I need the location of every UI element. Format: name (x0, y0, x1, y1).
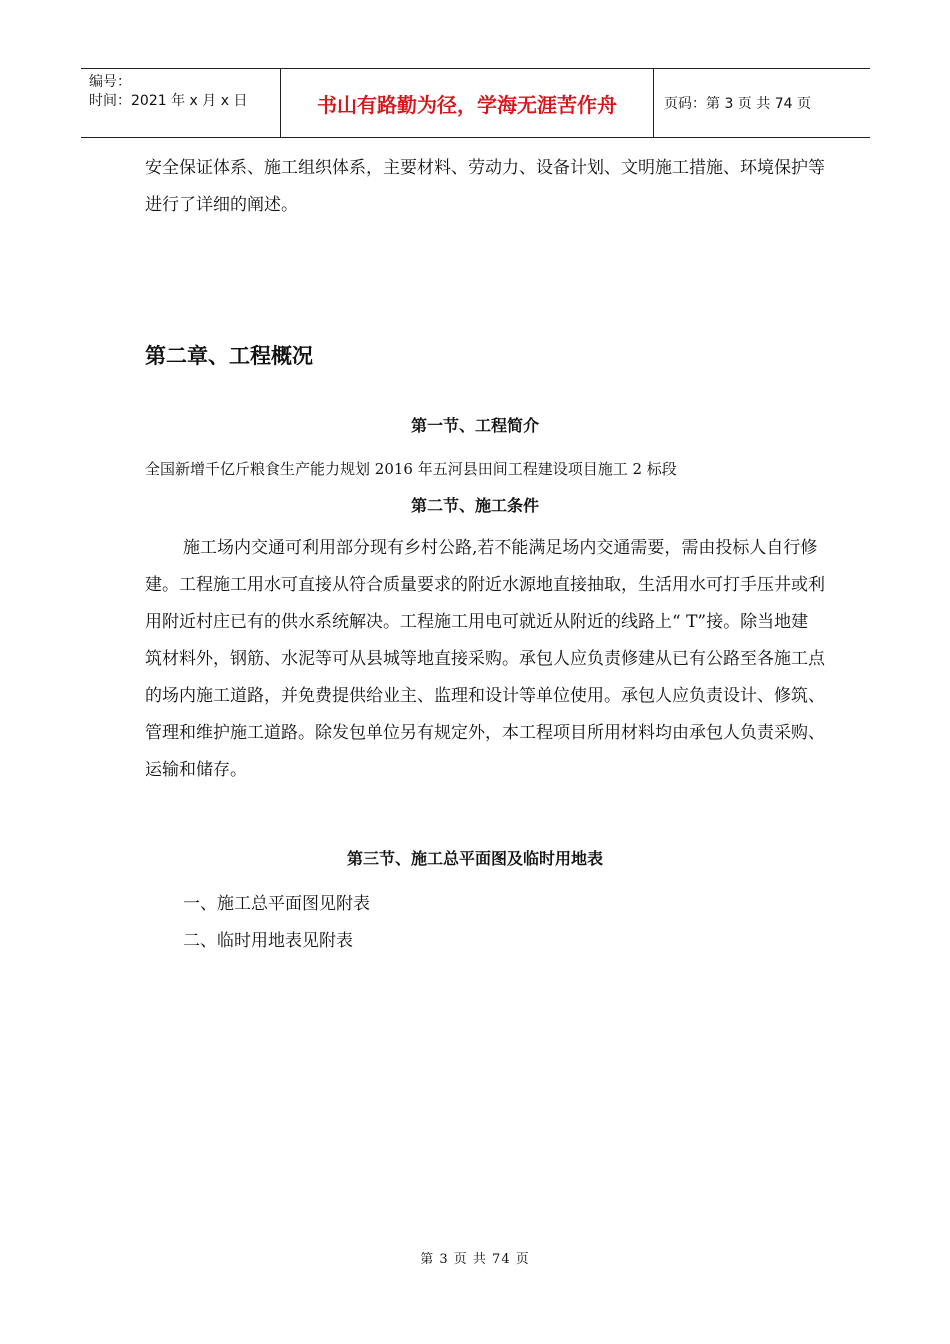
document-time-label: 时间：2021 年 x 月 x 日 (89, 93, 248, 109)
page-footer: 第 3 页 共 74 页 (420, 1252, 530, 1267)
section-1-title: 第一节、工程简介 (410, 416, 539, 435)
header-page-info: 页码：第 3 页 共 74 页 (664, 96, 811, 112)
section-3-item-1: 一、施工总平面图见附表 (183, 894, 370, 914)
section-2-title: 第二节、施工条件 (410, 496, 539, 515)
intro-paragraph: 安全保证体系、施工组织体系，主要材料、劳动力、设备计划、文明施工措施、环境保护等进行了详细的阐述。 (145, 158, 825, 215)
section-2-text: 施工场内交通可利用部分现有乡村公路,若不能满足场内交通需要，需由投标人自行修建。工程施工用水可直接从符合质量要求的附近水源地直接抽取，生活用水可打手压井或利用附近村庄已有的供水系统解决。工程施工用电可就近从附近的线路上“ T”接。除当地建筑材料外，钢筋、水泥等可从县城等地直接采购。承包人应负责修建从已有公路至各施工点的场内施工道路，并免费提供给业主、监理和设计等单位使用。承包人应负责设计、修筑、管理和维护施工道路。除发包单位另有规定外，本工程项目所用材料均由承包人负责采购、运输和储存。 (145, 538, 825, 780)
header-motto: 书山有路勤为径，学海无涯苦作舟 (281, 69, 654, 137)
section-1-text: 全国新增千亿斤粮食生产能力规划 2016 年五河县田间工程建设项目施工 2 标段 (145, 460, 677, 478)
document-number-label: 编号： (89, 74, 131, 90)
chapter-title: 第二章、工程概况 (145, 344, 313, 368)
section-3-title: 第三节、施工总平面图及临时用地表 (346, 849, 603, 868)
page-header (81, 68, 870, 138)
header-meta (81, 69, 281, 137)
section-3-item-2: 二、临时用地表见附表 (183, 931, 353, 951)
